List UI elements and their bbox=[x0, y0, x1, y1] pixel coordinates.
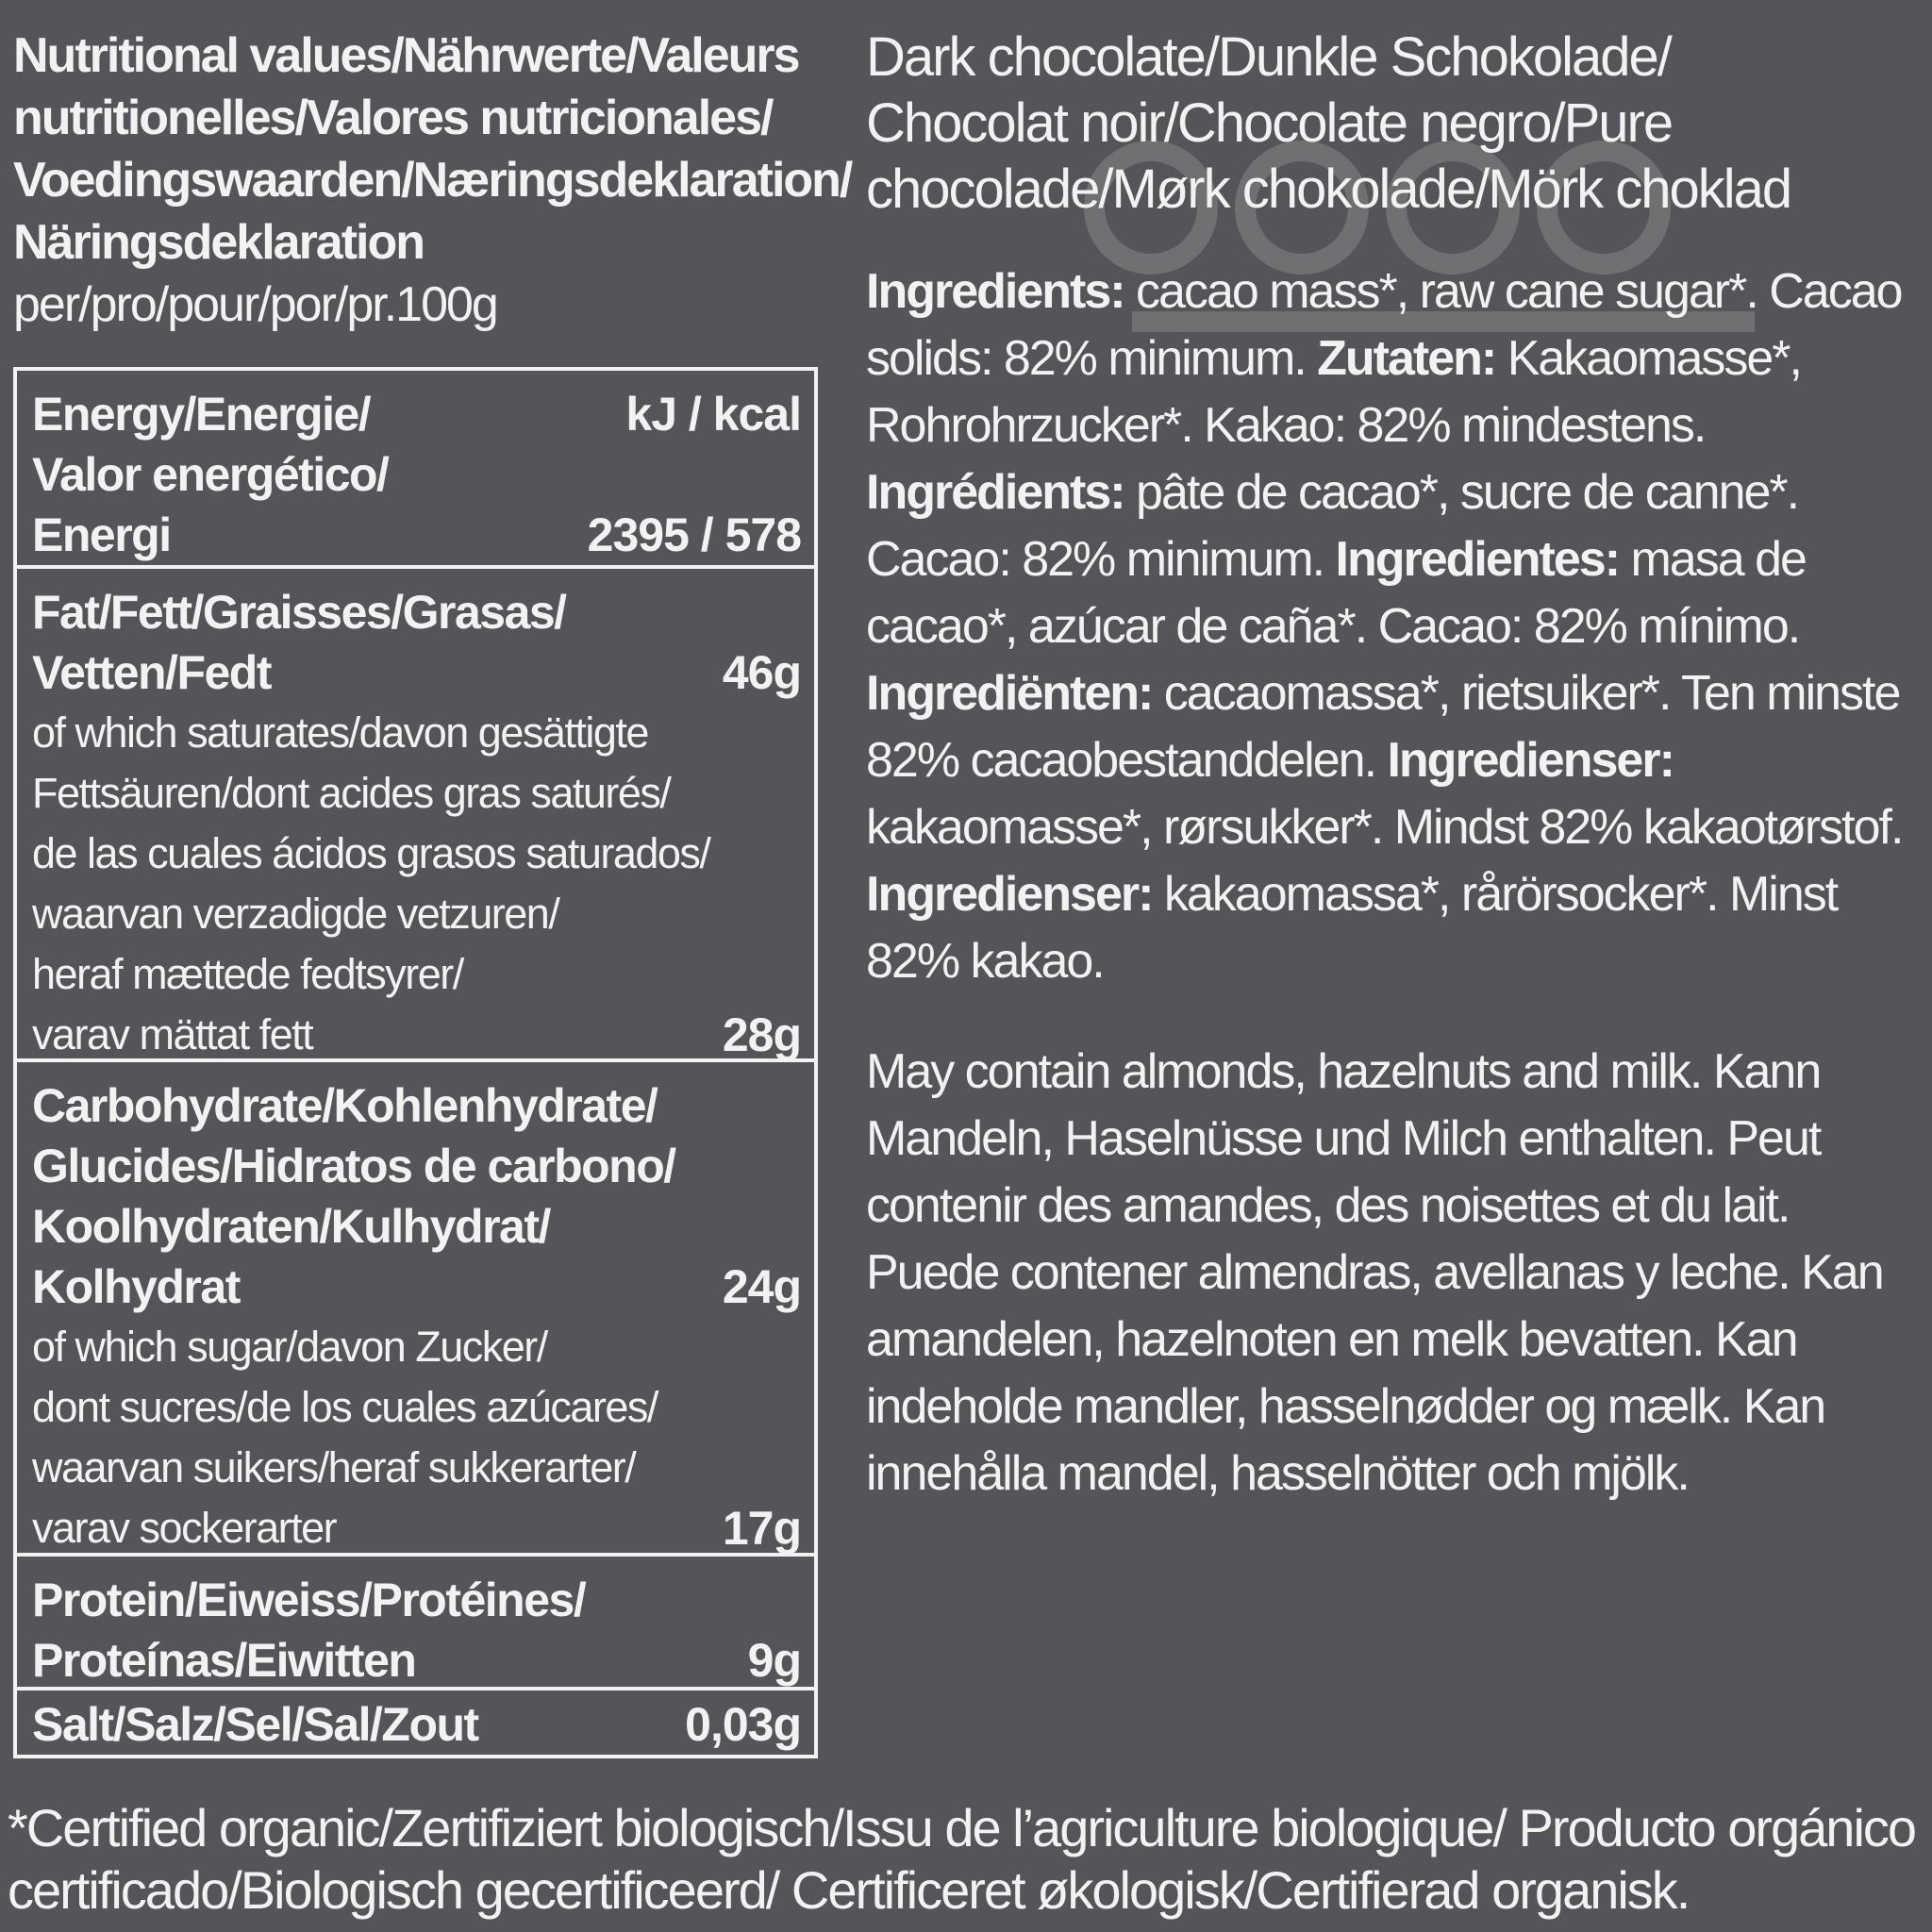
nutrition-table bbox=[13, 367, 818, 1758]
fat-row bbox=[17, 569, 814, 1062]
ingredients-list: kakaomassa*, rårörsocker*. Minst 82% kakao. bbox=[866, 867, 1838, 989]
ingredients-list: Kakaomasse*, Rohrohrzucker*. Kakao: 82% mindestens. bbox=[866, 331, 1801, 453]
carbohydrate-label: Carbohydrate/Kohlenhydrate/ Glucides/Hidratos de carbono/ Koolhydraten/Kulhydrat/ Kolhydrat bbox=[32, 1079, 675, 1313]
ingredients-label: Ingredienser: bbox=[866, 867, 1153, 922]
saturates-label: of which saturates/davon gesättigte Fettsäuren/dont acides gras saturés/ de las cuales ácidos grasos saturados/ waarvan verzadigde vetzuren/ heraf mættede fedtsyrer/ varav mättat fett bbox=[32, 708, 710, 1058]
energy-value: 2395 / 578 bbox=[587, 508, 801, 561]
ingredients-label: Ingrediënten: bbox=[866, 666, 1153, 721]
sugar-label: of which sugar/davon Zucker/ dont sucres/de los cuales azúcares/ waarvan suikers/heraf sukkerarter/ varav sockerarter bbox=[32, 1323, 658, 1552]
salt-value: 0,03g bbox=[685, 1698, 801, 1751]
salt-row bbox=[17, 1690, 814, 1758]
ingredients-label: Ingredientes: bbox=[1335, 532, 1620, 587]
carbohydrate-row bbox=[17, 1062, 814, 1557]
ingredients-list: pâte de cacao*, sucre de canne*. Cacao: 82% minimum. bbox=[866, 465, 1799, 587]
ingredients-label: Ingredienser: bbox=[1387, 733, 1674, 788]
protein-label: Protein/Eiweiss/Protéines/ Proteínas/Eiwitten bbox=[32, 1574, 586, 1687]
sugar-value: 17g bbox=[722, 1502, 801, 1555]
fat-label: Fat/Fett/Graisses/Grasas/ Vetten/Fedt bbox=[32, 586, 566, 699]
ingredients-label: Ingredients: bbox=[866, 264, 1124, 319]
ingredients-list: masa de cacao*, azúcar de caña*. Cacao: 82% mínimo. bbox=[866, 532, 1806, 654]
ingredients-label: Ingrédients: bbox=[866, 465, 1124, 520]
protein-value: 9g bbox=[747, 1634, 801, 1687]
allergen-warning: May contain almonds, hazelnuts and milk. Kann Mandeln, Haselnüsse und Milch enthalten. Peut contenir des amandes, des noisettes et du lait. Puede contener almendras, avellanas y leche. Kan amandelen, hazelnoten en melk bevatten. Kan indeholde mandler, hasselnødder og mælk. Kan innehålla mandel, hasselnötter och mjölk. bbox=[866, 1044, 1883, 1501]
product-info bbox=[866, 25, 1913, 1507]
ingredients-text bbox=[866, 258, 1913, 995]
energy-row bbox=[17, 371, 814, 569]
per-100g-label: per/pro/pour/por/pr.100g bbox=[13, 277, 497, 332]
energy-unit: kJ / kcal bbox=[625, 388, 801, 441]
energy-label: Energy/Energie/ Valor energético/ Energi bbox=[32, 388, 389, 561]
ingredients-list: kakaomasse*, rørsukker*. Mindst 82% kakaotørstof. bbox=[866, 800, 1903, 855]
ingredients-list: cacao mass*, raw cane sugar*. Cacao solids: 82% minimum. bbox=[866, 264, 1902, 386]
organic-footnote: *Certified organic/Zertifiziert biologisch/Issu de l’agriculture biologique/ Producto orgánico certificado/Biologisch gecertificeerd/ Certificeret økologisk/Certifierad organisk. bbox=[8, 1798, 1916, 1920]
product-title: Dark chocolate/Dunkle Schokolade/ Chocolat noir/Chocolate negro/Pure chocolade/Mørk chokolade/Mörk choklad bbox=[866, 26, 1791, 220]
carbohydrate-value: 24g bbox=[722, 1260, 801, 1313]
fat-value: 46g bbox=[722, 646, 801, 699]
ingredients-label: Zutaten: bbox=[1317, 331, 1496, 386]
saturates-value: 28g bbox=[722, 1008, 801, 1061]
ingredients-list: cacaomassa*, rietsuiker*. Ten minste 82% cacaobestanddelen. bbox=[866, 666, 1900, 788]
salt-label: Salt/Salz/Sel/Sal/Zout bbox=[32, 1698, 478, 1751]
nutrition-header bbox=[13, 25, 852, 336]
protein-row bbox=[17, 1557, 814, 1690]
nutrition-heading: Nutritional values/Nährwerte/Valeurs nutritionelles/Valores nutricionales/ Voedingswaarden/Næringsdeklaration/ Näringsdeklaration bbox=[13, 28, 852, 270]
